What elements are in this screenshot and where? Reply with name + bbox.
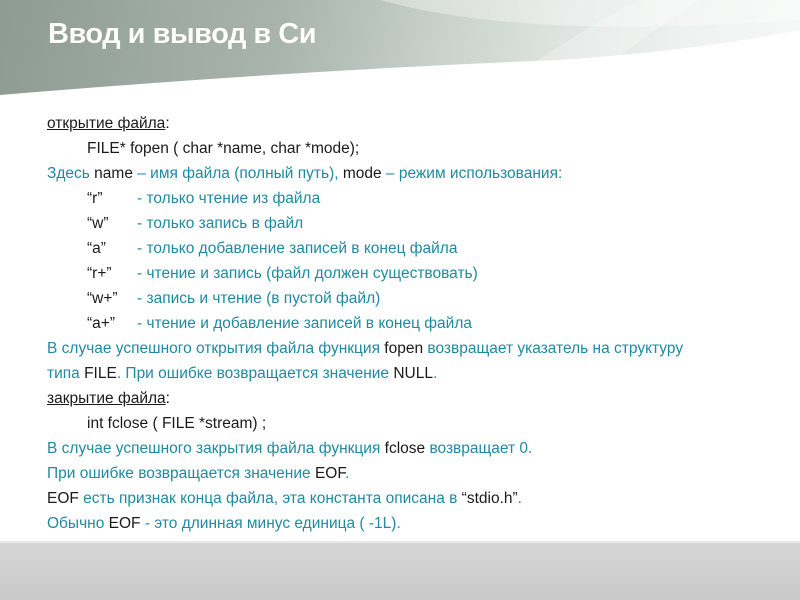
usually-line: Обычно EOF - это длинная минус единица ( -1L). — [47, 515, 401, 532]
success-open-line: В случае успешного открытия файла функция fopen возвращает указатель на структуру — [47, 340, 684, 357]
mode-item: “r+” - чтение и запись (файл должен существовать) — [87, 265, 478, 282]
open-heading-line: открытие файла: — [47, 115, 170, 132]
type-line: типа FILE. При ошибке возвращается значение NULL. — [47, 365, 438, 382]
fclose-signature: int fclose ( FILE *stream) ; — [87, 415, 267, 432]
header-background — [0, 0, 800, 110]
mode-item: “a” - только добавление записей в конец файла — [87, 240, 458, 257]
here-line: Здесь name – имя файла (полный путь), mode – режим использования: — [47, 165, 563, 182]
slide-body — [47, 111, 787, 536]
header-decoration — [0, 0, 800, 110]
mode-item: “w” - только запись в файл — [87, 215, 304, 232]
error-line: При ошибке возвращается значение EOF. — [47, 465, 350, 482]
mode-item: “r” - только чтение из файла — [87, 190, 321, 207]
mode-item: “a+” - чтение и добавление записей в конец файла — [87, 315, 472, 332]
success-close-line: В случае успешного закрытия файла функция fclose возвращает 0. — [47, 440, 533, 457]
eof-line: EOF есть признак конца файла, эта константа описана в “stdio.h”. — [47, 490, 522, 507]
slide-title: Ввод и вывод в Си — [48, 18, 317, 50]
mode-item: “w+” - запись и чтение (в пустой файл) — [87, 290, 381, 307]
open-heading: открытие файла — [47, 115, 166, 132]
close-heading-line: закрытие файла: — [47, 390, 170, 407]
footer-bar — [0, 543, 800, 600]
fopen-signature: FILE* fopen ( char *name, char *mode); — [87, 140, 360, 157]
close-heading: закрытие файла — [47, 390, 166, 407]
